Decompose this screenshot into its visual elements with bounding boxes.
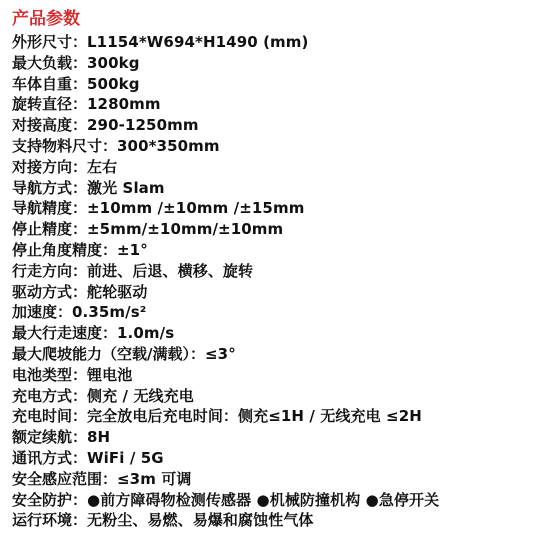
spec-row-max-climb <box>12 344 547 365</box>
spec-value: ±1° <box>117 240 148 259</box>
spec-label: 安全感应范围： <box>12 469 118 488</box>
spec-row-material-size <box>12 136 547 157</box>
spec-row-acceleration <box>12 302 547 323</box>
spec-label: 充电方式： <box>12 386 88 405</box>
spec-label: 行走方向： <box>12 261 88 280</box>
spec-row-stop-accuracy <box>12 219 547 240</box>
spec-list <box>12 32 547 531</box>
spec-label: 最大爬坡能力（空载/满载）： <box>12 344 205 363</box>
spec-value: 侧充 / 无线充电 <box>87 386 194 405</box>
spec-label: 运行环境： <box>12 511 88 530</box>
spec-label: 旋转直径： <box>12 95 88 114</box>
spec-label: 安全防护： <box>12 490 88 509</box>
spec-value: 无粉尘、易燃、易爆和腐蚀性气体 <box>87 511 314 530</box>
spec-label: 对接高度： <box>12 116 88 135</box>
spec-row-self-weight <box>12 74 547 95</box>
spec-value: 锂电池 <box>87 365 133 384</box>
spec-label: 导航精度： <box>12 199 88 218</box>
spec-row-docking-direction <box>12 157 547 178</box>
spec-label: 对接方向： <box>12 157 88 176</box>
spec-row-charging-time <box>12 406 547 427</box>
spec-value: ±10mm /±10mm /±15mm <box>87 199 305 218</box>
spec-label: 驱动方式： <box>12 282 88 301</box>
spec-row-travel-direction <box>12 261 547 282</box>
spec-value: ≤3m 可调 <box>117 469 192 488</box>
spec-value: 1280mm <box>87 95 161 114</box>
spec-value: ≤3° <box>204 344 236 363</box>
spec-row-rated-endurance <box>12 427 547 448</box>
spec-row-communication <box>12 448 547 469</box>
spec-label: 加速度： <box>12 303 73 322</box>
page-title: 产品参数 <box>12 9 80 29</box>
spec-row-dimensions <box>12 32 547 53</box>
spec-label: 支持物料尺寸： <box>12 136 118 155</box>
spec-value: WiFi / 5G <box>87 448 164 467</box>
spec-sheet <box>12 8 547 531</box>
spec-row-max-speed <box>12 323 547 344</box>
spec-label: 车体自重： <box>12 74 88 93</box>
spec-label: 通讯方式： <box>12 448 88 467</box>
spec-label: 停止角度精度： <box>12 240 118 259</box>
spec-value: 290-1250mm <box>87 116 199 135</box>
spec-row-max-load <box>12 53 547 74</box>
spec-label: 电池类型： <box>12 365 88 384</box>
spec-value: 前进、后退、横移、旋转 <box>87 261 254 280</box>
spec-row-safety-sensing-range <box>12 469 547 490</box>
spec-value: ●前方障碍物检测传感器 ●机械防撞机构 ●急停开关 <box>87 490 440 509</box>
spec-row-drive-method <box>12 282 547 303</box>
spec-value: 0.35m/s² <box>72 303 147 322</box>
spec-value: 完全放电后充电时间：侧充≤1H / 无线充电 ≤2H <box>87 407 422 426</box>
spec-label: 停止精度： <box>12 220 88 239</box>
spec-row-navigation-accuracy <box>12 198 547 219</box>
spec-label: 最大负载： <box>12 53 88 72</box>
spec-row-charging-method <box>12 386 547 407</box>
spec-label: 充电时间： <box>12 407 88 426</box>
spec-row-navigation-method <box>12 178 547 199</box>
spec-value: 激光 Slam <box>87 178 165 197</box>
spec-value: 舵轮驱动 <box>87 282 148 301</box>
spec-row-battery-type <box>12 365 547 386</box>
spec-row-stop-angle-accuracy <box>12 240 547 261</box>
spec-label: 外形尺寸： <box>12 33 88 51</box>
spec-value: 1.0m/s <box>117 324 175 343</box>
spec-value: L1154*W694*H1490 (mm) <box>87 33 309 51</box>
spec-label: 导航方式： <box>12 178 88 197</box>
spec-row-operating-environment <box>12 510 547 531</box>
spec-row-docking-height <box>12 115 547 136</box>
spec-value: 8H <box>87 428 111 447</box>
spec-value: ±5mm/±10mm/±10mm <box>87 220 284 239</box>
spec-value: 300kg <box>87 53 140 72</box>
spec-value: 左右 <box>87 157 118 176</box>
spec-label: 最大行走速度： <box>12 324 118 343</box>
spec-row-rotation-diameter <box>12 94 547 115</box>
spec-label: 额定续航： <box>12 428 88 447</box>
spec-value: 500kg <box>87 74 140 93</box>
spec-row-safety-protection <box>12 490 547 511</box>
spec-value: 300*350mm <box>117 136 220 155</box>
